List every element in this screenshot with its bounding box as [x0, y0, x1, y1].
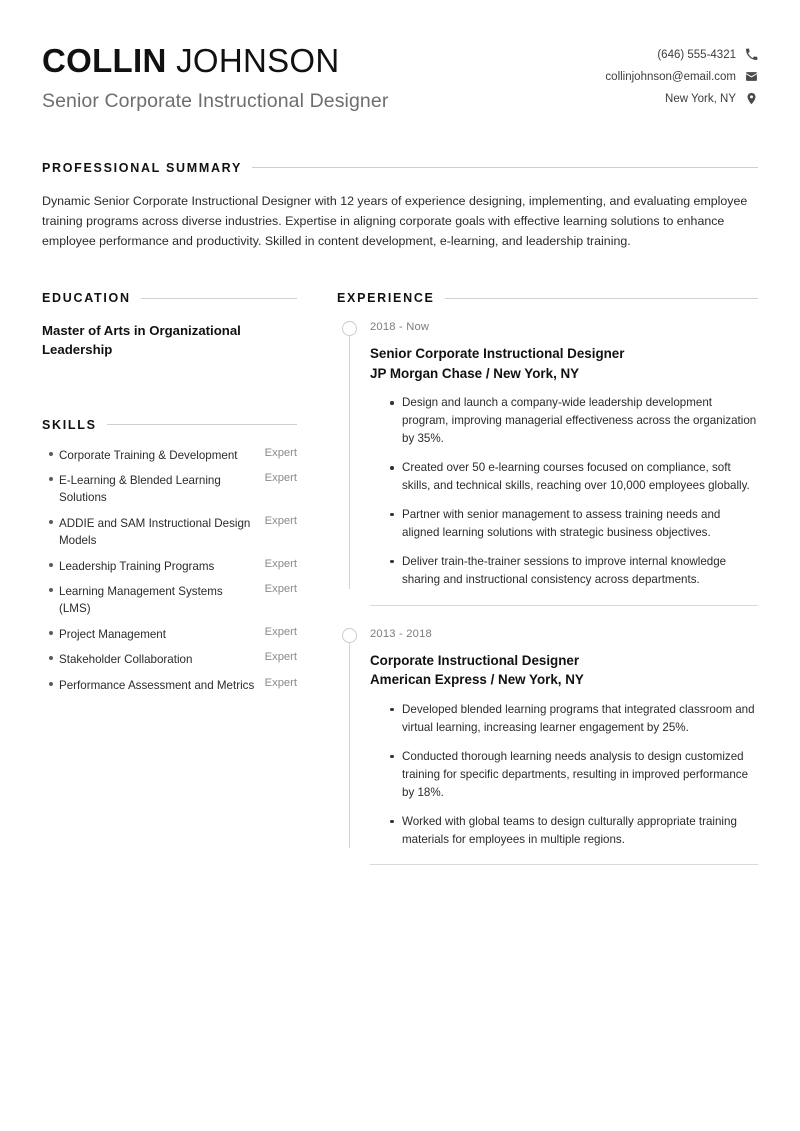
skill-name: Stakeholder Collaboration	[59, 653, 193, 667]
skill-level: Expert	[264, 472, 297, 485]
experience-dates: 2013 - 2018	[370, 627, 432, 640]
skill-level: Expert	[264, 446, 297, 459]
skill-item	[42, 558, 297, 575]
bullet-icon	[42, 515, 59, 524]
contact-email[interactable]	[605, 70, 758, 83]
skill-name: Learning Management Systems (LMS)	[59, 585, 223, 616]
skill-item	[42, 583, 297, 618]
skill-level: Expert	[264, 676, 297, 689]
experience-spacer	[337, 606, 758, 624]
skill-item	[42, 515, 297, 550]
contact-location[interactable]	[665, 92, 758, 105]
right-column	[337, 291, 758, 865]
contact-phone[interactable]	[657, 48, 758, 61]
skill-level: Expert	[264, 514, 297, 527]
full-name	[42, 42, 388, 81]
left-column	[42, 291, 297, 702]
skill-level: Expert	[264, 651, 297, 664]
experience-role: Corporate Instructional Designer	[370, 652, 580, 668]
last-name: JOHNSON	[176, 42, 340, 79]
experience-divider	[370, 864, 758, 865]
education-entry	[42, 322, 297, 359]
experience-heading	[337, 291, 758, 305]
bullet-icon	[42, 626, 59, 635]
job-title: Senior Corporate Instructional Designer	[42, 89, 389, 112]
section-rule	[445, 298, 758, 299]
skill-level: Expert	[264, 557, 297, 570]
section-rule	[141, 298, 297, 299]
bullet-icon	[42, 558, 59, 567]
skill-name: Corporate Training & Development	[59, 448, 238, 462]
resume-body	[42, 291, 758, 865]
section-label: SKILLS	[42, 417, 97, 432]
first-name: COLLIN	[42, 42, 167, 79]
skill-name: E-Learning & Blended Learning Solutions	[59, 474, 221, 505]
education-degree: Master of Arts in Organizational Leadership	[42, 323, 241, 357]
experience-bullets	[370, 394, 758, 589]
section-label: EXPERIENCE	[337, 291, 435, 306]
timeline-line	[349, 629, 350, 849]
skills-list	[42, 447, 297, 694]
skill-item	[42, 626, 297, 643]
professional-summary-section	[42, 161, 758, 251]
location-pin-icon	[745, 92, 758, 105]
timeline-line	[349, 322, 350, 589]
bullet-icon	[42, 583, 59, 592]
experience-bullet: Conducted thorough learning needs analysis to design customized training for specific departments, resulting in improved performance by 18%.	[390, 748, 758, 802]
professional-summary-text: Dynamic Senior Corporate Instructional Designer with 12 years of experience designing, implementing, and evaluating employee training programs across diverse industries. Expertise in aligning corporate goals with effective learning solutions to enhance employee performance and productivity. Skilled in content development, e-learning, and leadership training.	[42, 193, 748, 249]
experience-bullets	[370, 701, 758, 849]
email-icon	[745, 70, 758, 83]
skills-section	[42, 418, 297, 694]
professional-summary-heading	[42, 161, 758, 175]
experience-bullet: Partner with senior management to assess training needs and aligned learning solutions with strategic business objectives.	[390, 506, 758, 542]
contact-email-value: collinjohnson@email.com	[605, 70, 736, 83]
skill-item	[42, 447, 297, 464]
skill-name: Project Management	[59, 627, 166, 641]
skill-item	[42, 677, 297, 694]
bullet-icon	[42, 651, 59, 660]
section-rule	[107, 424, 297, 425]
education-section	[42, 291, 297, 359]
section-rule	[252, 167, 758, 168]
bullet-icon	[42, 447, 59, 456]
experience-role: Senior Corporate Instructional Designer	[370, 346, 625, 362]
experience-entry	[337, 624, 758, 849]
name-block	[42, 40, 388, 113]
skill-name: Performance Assessment and Metrics	[59, 678, 255, 692]
education-heading	[42, 291, 297, 305]
contact-location-value: New York, NY	[665, 92, 736, 105]
skill-level: Expert	[264, 583, 297, 596]
experience-bullet: Developed blended learning programs that integrated classroom and virtual learning, increasing learner engagement by 25%.	[390, 701, 758, 737]
contact-phone-value: (646) 555-4321	[657, 48, 736, 61]
experience-list	[337, 317, 758, 865]
experience-company: JP Morgan Chase / New York, NY	[370, 365, 580, 381]
experience-dates: 2018 - Now	[370, 321, 430, 334]
skills-heading	[42, 418, 297, 432]
experience-bullet: Deliver train-the-trainer sessions to improve internal knowledge sharing and instructional consistency across departments.	[390, 553, 758, 589]
experience-bullet: Worked with global teams to design culturally appropriate training materials for employees in multiple regions.	[390, 813, 758, 849]
bullet-icon	[42, 677, 59, 686]
skill-name: Leadership Training Programs	[59, 559, 215, 573]
skill-item	[42, 651, 297, 668]
experience-entry	[337, 317, 758, 589]
experience-bullet: Created over 50 e-learning courses focused on compliance, soft skills, and technical skills, reaching over 10,000 employees globally.	[390, 459, 758, 495]
resume-header	[42, 34, 758, 113]
phone-icon	[745, 48, 758, 61]
skill-name: ADDIE and SAM Instructional Design Models	[59, 516, 251, 548]
experience-company: American Express / New York, NY	[370, 672, 584, 688]
experience-bullet: Design and launch a company-wide leadership development program, improving managerial effectiveness across the organization by 35%.	[390, 394, 758, 448]
timeline-dot-icon	[342, 321, 357, 336]
skill-level: Expert	[264, 625, 297, 638]
section-label: PROFESSIONAL SUMMARY	[42, 160, 242, 175]
bullet-icon	[42, 472, 59, 481]
section-label: EDUCATION	[42, 291, 131, 306]
contact-block	[605, 40, 758, 105]
skill-item	[42, 472, 297, 507]
timeline-dot-icon	[342, 628, 357, 643]
